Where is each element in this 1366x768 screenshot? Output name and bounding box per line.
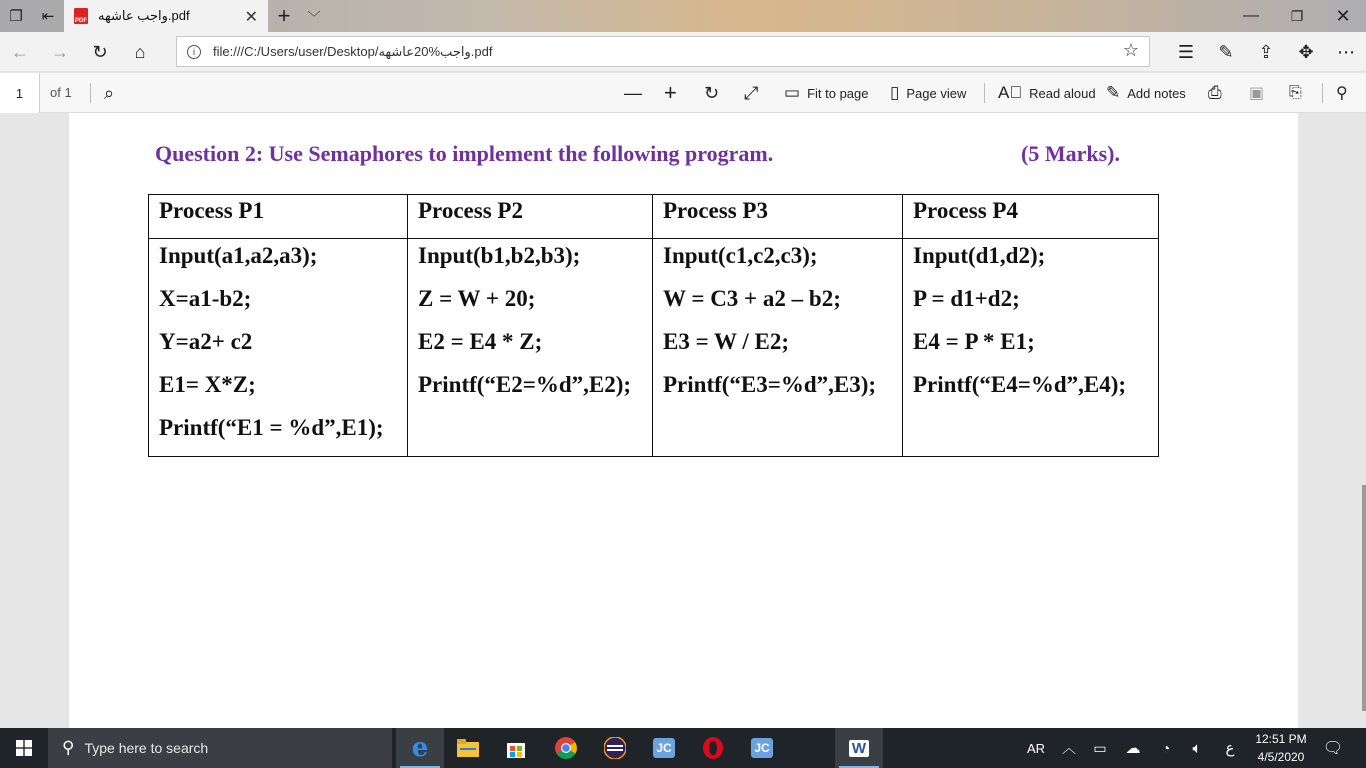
- zoom-in-icon[interactable]: +: [664, 80, 677, 105]
- clock-time: 12:51 PM: [1255, 732, 1307, 746]
- pdf-badge-label: PDF: [75, 18, 87, 24]
- fit-to-page-label: Fit to page: [807, 85, 869, 101]
- page-count: of 1: [50, 85, 72, 100]
- table-body-row: [149, 239, 1159, 457]
- jcreator-app-icon[interactable]: [640, 728, 688, 768]
- chrome-logo-icon: [555, 737, 577, 759]
- new-tab-button[interactable]: +: [277, 3, 291, 28]
- code-line: Input(a1,a2,a3);: [159, 243, 318, 268]
- minimize-button[interactable]: —: [1243, 7, 1259, 24]
- code-line: E4 = P * E1;: [913, 329, 1035, 354]
- jc-logo-icon: JC: [751, 738, 772, 758]
- navigation-bar: [0, 32, 1366, 72]
- divider: [984, 83, 985, 103]
- process-p3-cell: [653, 239, 903, 457]
- extensions-icon[interactable]: ✥: [1298, 41, 1314, 62]
- code-line: Input(b1,b2,b3);: [418, 243, 581, 268]
- store-bag-icon: [506, 738, 526, 758]
- code-line: Z = W + 20;: [418, 286, 536, 311]
- pdf-file-icon: [74, 8, 88, 24]
- folder-icon: [457, 739, 479, 757]
- refresh-icon[interactable]: ↻: [92, 41, 108, 62]
- taskbar-search[interactable]: [48, 728, 392, 768]
- page-view-button[interactable]: [890, 73, 966, 113]
- windows-taskbar: [0, 728, 1366, 768]
- process-table: [148, 194, 1159, 457]
- code-line: Y=a2+ c2: [159, 329, 253, 354]
- code-line: W = C3 + a2 – b2;: [663, 286, 841, 311]
- favorites-icon[interactable]: ☰: [1177, 41, 1195, 62]
- header-process-p3: Process P3: [653, 195, 903, 239]
- header-process-p1: Process P1: [149, 195, 408, 239]
- restore-button[interactable]: ❐: [1290, 7, 1304, 24]
- read-aloud-label: Read aloud: [1029, 85, 1096, 101]
- battery-icon[interactable]: ▭: [1093, 739, 1107, 756]
- file-explorer-app-icon[interactable]: [444, 728, 492, 768]
- add-notes-pen-icon: ✎: [1106, 83, 1121, 102]
- pdf-viewer[interactable]: [0, 113, 1366, 728]
- search-placeholder: Type here to search: [84, 740, 209, 756]
- eclipse-app-icon[interactable]: [591, 728, 639, 768]
- save-icon[interactable]: ▣: [1249, 85, 1265, 102]
- edge-app-icon[interactable]: [396, 728, 444, 768]
- process-p2-cell: [408, 239, 653, 457]
- wifi-icon[interactable]: ◔: [1161, 740, 1171, 756]
- code-line: Printf(“E1 = %d”,E1);: [159, 415, 384, 440]
- page-view-icon: ▯: [890, 83, 900, 102]
- tab-actions-icon[interactable]: ❐: [9, 8, 23, 25]
- word-app-icon[interactable]: [835, 728, 883, 768]
- read-aloud-button[interactable]: [998, 73, 1096, 113]
- pdf-toolbar: [0, 73, 1366, 113]
- header-process-p2: Process P2: [408, 195, 653, 239]
- code-line: Input(c1,c2,c3);: [663, 243, 818, 268]
- home-icon[interactable]: ⌂: [134, 41, 146, 62]
- opera-app-icon[interactable]: [689, 728, 737, 768]
- rotate-icon[interactable]: ↻: [704, 82, 720, 103]
- code-line: E2 = E4 * Z;: [418, 329, 543, 354]
- full-screen-icon[interactable]: ⤢: [744, 82, 759, 103]
- process-p4-cell: [903, 239, 1159, 457]
- zoom-out-icon[interactable]: —: [624, 82, 642, 103]
- code-line: Printf(“E3=%d”,E3);: [663, 372, 877, 397]
- language-indicator[interactable]: AR: [1026, 740, 1046, 756]
- store-app-icon[interactable]: [492, 728, 540, 768]
- word-logo-icon: W: [849, 740, 869, 757]
- eclipse-logo-icon: [604, 737, 626, 759]
- fit-to-page-button[interactable]: [784, 73, 869, 113]
- page-view-label: Page view: [906, 85, 967, 101]
- divider: [90, 83, 91, 103]
- jcreator-second-app-icon[interactable]: [738, 728, 786, 768]
- code-line: P = d1+d2;: [913, 286, 1020, 311]
- favorite-star-icon[interactable]: ☆: [1122, 40, 1139, 60]
- windows-logo-icon: [16, 740, 32, 756]
- onedrive-cloud-icon[interactable]: ☁: [1125, 740, 1141, 757]
- fit-to-page-icon: ▭: [784, 83, 801, 102]
- web-notes-pen-icon[interactable]: ✎: [1218, 41, 1234, 62]
- forward-arrow-icon[interactable]: →: [51, 41, 69, 62]
- info-icon[interactable]: i: [187, 45, 201, 59]
- action-center-notification-icon[interactable]: 🗨︎: [1322, 740, 1344, 757]
- clock-date: 4/5/2020: [1257, 750, 1305, 764]
- code-line: X=a1-b2;: [159, 286, 252, 311]
- browser-tab[interactable]: [64, 0, 268, 32]
- question-heading: Question 2: Use Semaphores to implement the following program.: [155, 141, 774, 166]
- url-text[interactable]: file:///C:/Users/user/Desktop/واجب%20عاشهه.pdf: [213, 43, 493, 59]
- edge-logo-icon: e: [411, 733, 429, 763]
- show-hidden-icons-chevron-icon[interactable]: ︿: [1062, 740, 1076, 756]
- print-icon[interactable]: ⎙: [1208, 83, 1222, 102]
- search-icon[interactable]: ⌕: [104, 82, 115, 103]
- pdf-page: [69, 113, 1298, 728]
- more-options-icon[interactable]: ⋯: [1337, 41, 1355, 62]
- start-button[interactable]: [0, 728, 48, 768]
- tab-title: واجب عاشهه.pdf: [98, 8, 190, 23]
- close-window-button[interactable]: ✕: [1335, 5, 1351, 26]
- input-method-indicator[interactable]: ع: [1225, 740, 1235, 757]
- read-aloud-icon: A᪲: [998, 83, 1023, 102]
- code-line: E3 = W / E2;: [663, 329, 790, 354]
- address-bar[interactable]: [176, 36, 1150, 67]
- back-arrow-icon[interactable]: ←: [11, 41, 29, 62]
- title-bar: [0, 0, 1366, 32]
- save-as-icon[interactable]: ⎘: [1289, 84, 1302, 101]
- header-process-p4: Process P4: [903, 195, 1159, 239]
- table-header-row: [149, 195, 1159, 239]
- code-line: Input(d1,d2);: [913, 243, 1046, 268]
- search-icon: ⚲: [62, 738, 75, 757]
- tab-preview-chevron-icon[interactable]: ﹀: [307, 9, 321, 25]
- set-tabs-aside-icon[interactable]: ⇤: [41, 8, 55, 25]
- add-notes-button[interactable]: [1106, 73, 1186, 113]
- divider: [1322, 83, 1323, 103]
- marks-label: (5 Marks).: [1021, 141, 1120, 166]
- close-tab-icon[interactable]: ✕: [244, 9, 258, 26]
- page-number-input[interactable]: 1: [0, 73, 40, 113]
- code-line: E1= X*Z;: [159, 372, 256, 397]
- jc-logo-icon: JC: [653, 738, 674, 758]
- share-icon[interactable]: ⇪: [1258, 41, 1274, 62]
- volume-icon[interactable]: 🔈︎: [1192, 739, 1202, 757]
- system-clock[interactable]: [1250, 730, 1312, 766]
- add-notes-label: Add notes: [1127, 85, 1186, 101]
- chrome-app-icon[interactable]: [542, 728, 590, 768]
- process-p1-cell: [149, 239, 408, 457]
- vertical-scrollbar[interactable]: [1362, 485, 1366, 711]
- opera-logo-icon: [702, 737, 724, 759]
- pin-toolbar-icon[interactable]: ⚲: [1336, 85, 1348, 102]
- code-line: Printf(“E4=%d”,E4);: [913, 372, 1127, 397]
- code-line: Printf(“E2=%d”,E2);: [418, 372, 632, 397]
